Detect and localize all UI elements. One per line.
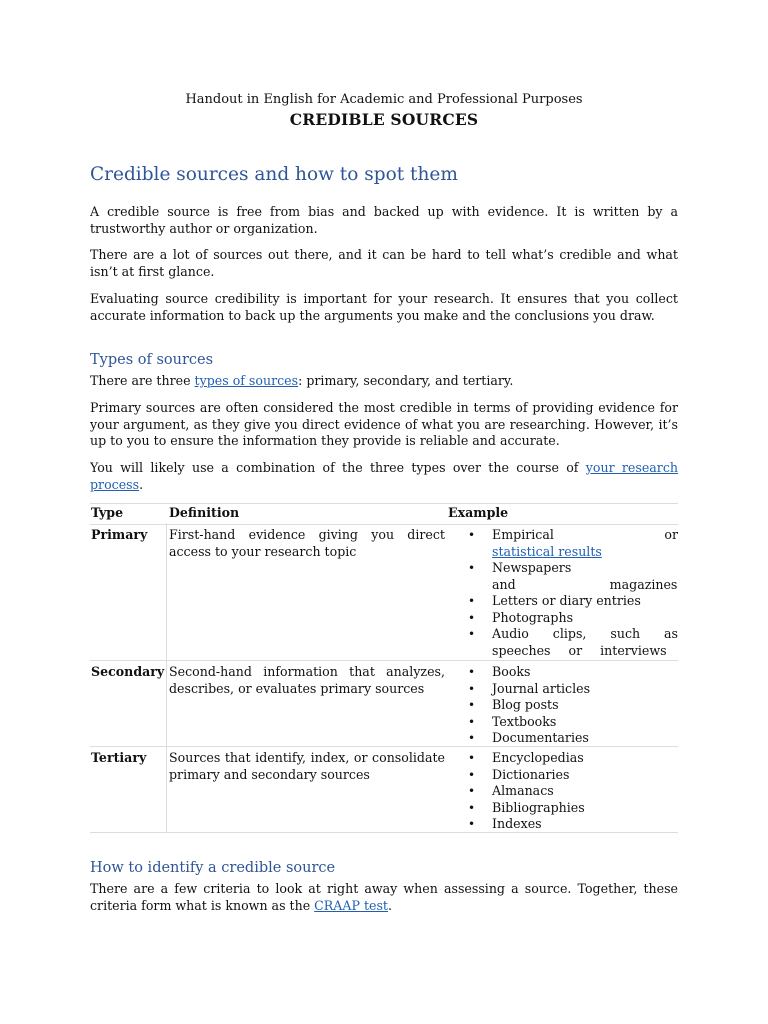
types-of-sources-link[interactable]: types of sources xyxy=(194,373,299,388)
list-item xyxy=(466,697,678,714)
section-heading-credible-sources: Credible sources and how to spot them xyxy=(90,164,458,185)
example-text: Textbooks xyxy=(492,713,557,729)
table-row xyxy=(90,746,678,833)
example-text: Bibliographies xyxy=(492,799,585,815)
research-process-link[interactable]: your research process xyxy=(90,460,678,492)
bullet-icon: • xyxy=(468,698,476,712)
row-type-label: Primary xyxy=(91,527,148,542)
paragraph-criteria xyxy=(90,881,678,914)
bullet-icon: • xyxy=(468,665,476,679)
list-item xyxy=(466,610,678,627)
paragraph-primary-credible: Primary sources are often considered the most credible in terms of providing evidence for your argument, as they give you direct evidence of what you are researching. However, it’s up to you to ensure the information they provide is reliable and accurate. xyxy=(90,400,678,448)
paragraph-text: You will likely use a combination of the three types over the course of xyxy=(90,460,586,475)
paragraph-text: : primary, secondary, and tertiary. xyxy=(298,373,514,388)
list-item xyxy=(466,681,678,698)
example-text: Almanacs xyxy=(492,783,554,798)
paragraph-three-types xyxy=(90,373,678,390)
list-item xyxy=(466,730,678,747)
bullet-icon: • xyxy=(468,800,476,815)
handout-subtitle: Handout in English for Academic and Professional Purposes xyxy=(185,92,583,107)
row-type-label: Secondary xyxy=(91,664,165,679)
statistical-results-link[interactable]: statistical results xyxy=(492,543,602,559)
example-text: Encyclopedias xyxy=(492,750,584,765)
row-example-list xyxy=(466,664,678,747)
example-text: Books xyxy=(492,664,531,679)
list-item xyxy=(466,664,678,681)
bullet-icon: • xyxy=(468,627,476,641)
table-header-definition: Definition xyxy=(169,505,240,520)
row-example-list xyxy=(466,527,678,659)
column-divider xyxy=(166,660,167,746)
row-definition: Second-hand information that analyzes, describes, or evaluates primary sources xyxy=(169,664,445,696)
bullet-icon: • xyxy=(468,767,476,782)
list-item xyxy=(466,626,678,659)
paragraph-sources-out-there: There are a lot of sources out there, and it can be hard to tell what’s credible and what isn’t at first glance. xyxy=(90,247,678,279)
example-text: Empirical or xyxy=(492,527,678,542)
list-item xyxy=(466,816,678,833)
paragraph-combination xyxy=(90,460,678,493)
paragraph-text: . xyxy=(139,476,144,492)
bullet-icon: • xyxy=(468,714,476,729)
paragraph-text: . xyxy=(388,897,393,913)
list-item xyxy=(466,527,678,560)
bullet-icon: • xyxy=(468,731,476,745)
list-item xyxy=(466,560,678,593)
example-text: Documentaries xyxy=(492,730,589,745)
list-item xyxy=(466,714,678,731)
bullet-icon: • xyxy=(468,561,476,575)
row-definition: Sources that identify, index, or consolidate primary and secondary sources xyxy=(169,750,445,782)
paragraph-evaluating: Evaluating source credibility is important for your research. It ensures that you collect accurate information to back up the arguments you make and the conclusions you draw. xyxy=(90,291,678,323)
section-heading-identify: How to identify a credible source xyxy=(90,860,336,876)
bullet-icon: • xyxy=(468,784,476,798)
list-item xyxy=(466,767,678,784)
row-type-label: Tertiary xyxy=(91,750,147,765)
table-row xyxy=(90,660,678,747)
craap-test-link[interactable]: CRAAP test xyxy=(314,897,388,913)
example-text: Indexes xyxy=(492,816,542,831)
section-heading-types: Types of sources xyxy=(90,352,214,368)
table-header-example: Example xyxy=(448,505,509,520)
bullet-icon: • xyxy=(468,751,476,765)
example-text: Newspapers and magazines xyxy=(492,560,678,592)
bullet-icon: • xyxy=(468,817,476,831)
list-item xyxy=(466,750,678,767)
example-text: Letters or diary entries xyxy=(492,593,641,608)
column-divider xyxy=(166,746,167,832)
example-text: Photographs xyxy=(492,609,574,625)
list-item xyxy=(466,783,678,800)
table-header-type: Type xyxy=(91,505,124,520)
paragraph-text: There are three xyxy=(90,373,195,388)
bullet-icon: • xyxy=(468,528,476,542)
example-text: Dictionaries xyxy=(492,766,570,782)
handout-title: CREDIBLE SOURCES xyxy=(289,110,479,129)
row-definition: First-hand evidence giving you direct access to your research topic xyxy=(169,527,445,559)
list-item xyxy=(466,800,678,817)
bullet-icon: • xyxy=(468,681,476,696)
bullet-icon: • xyxy=(468,594,476,608)
paragraph-definition: A credible source is free from bias and backed up with evidence. It is written by a trustworthy author or organization. xyxy=(90,204,678,236)
example-text: Blog posts xyxy=(492,697,559,712)
column-divider xyxy=(166,523,167,660)
list-item xyxy=(466,593,678,610)
paragraph-text: There are a few criteria to look at right away when assessing a source. Together, these criteria form what is known as the xyxy=(90,881,678,913)
example-text: Audio clips, such as speeches or interviews xyxy=(492,626,678,658)
bullet-icon: • xyxy=(468,610,476,625)
example-text: Journal articles xyxy=(492,680,591,696)
row-example-list xyxy=(466,750,678,833)
table-row xyxy=(90,523,678,661)
